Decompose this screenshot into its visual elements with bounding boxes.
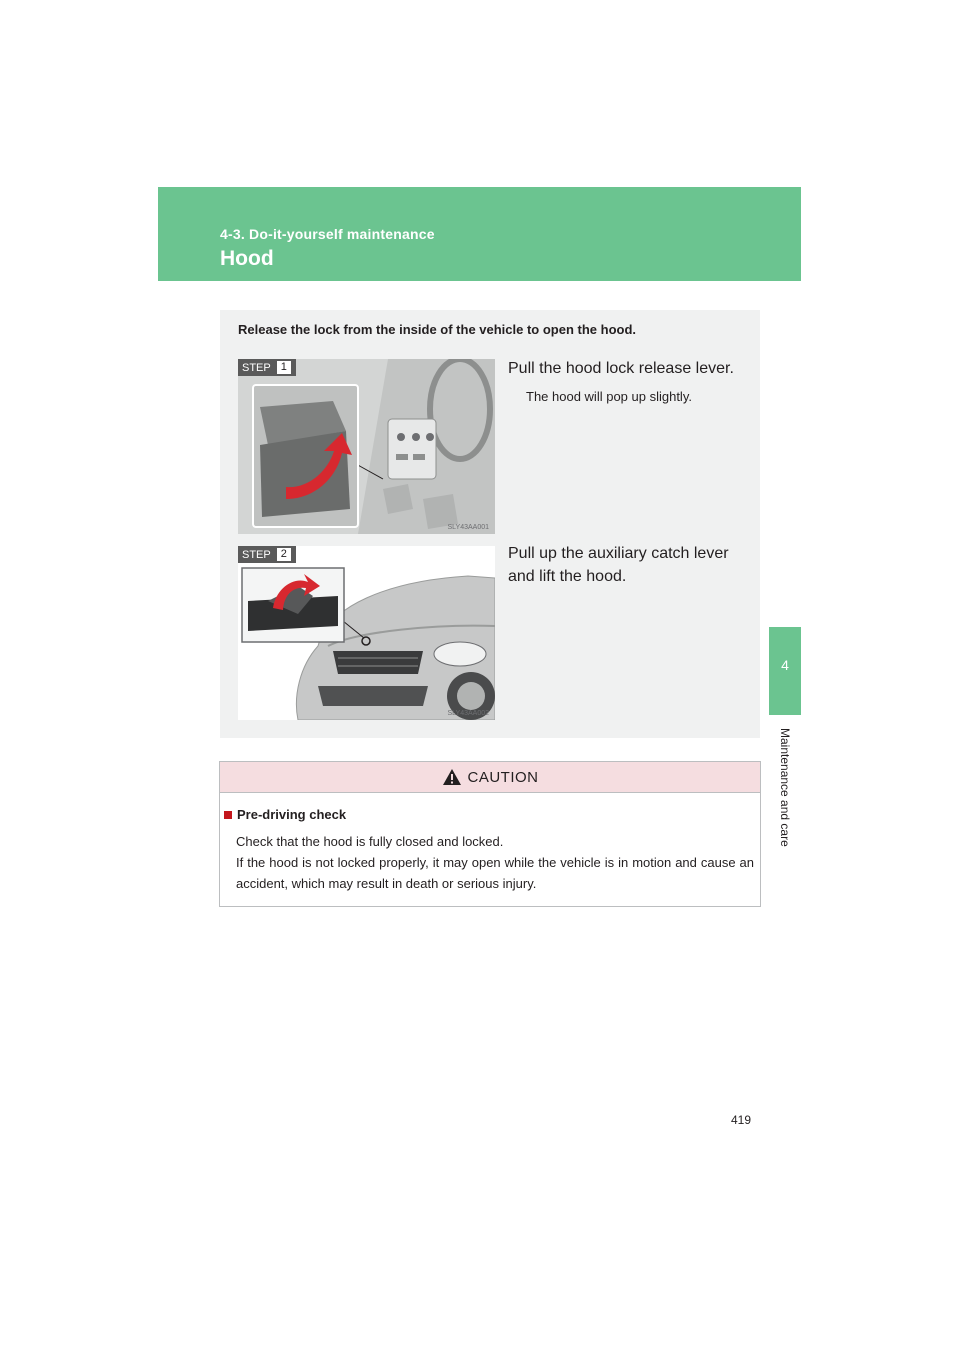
step-1-figure bbox=[238, 359, 495, 534]
step-2-number: 2 bbox=[276, 547, 292, 562]
caution-line: Check that the hood is fully closed and locked. bbox=[236, 834, 504, 849]
chapter-label: Maintenance and care bbox=[778, 728, 792, 847]
section-header bbox=[158, 187, 801, 281]
caution-title: CAUTION bbox=[467, 768, 539, 786]
caution-subheading: Pre-driving check bbox=[237, 807, 347, 822]
caution-box bbox=[219, 761, 761, 907]
chapter-tab bbox=[769, 627, 801, 715]
chapter-label-container bbox=[772, 728, 798, 868]
chapter-number: 4 bbox=[781, 657, 789, 673]
step-1-badge-label: STEP bbox=[242, 361, 271, 374]
auxiliary-catch-illustration bbox=[238, 546, 495, 720]
caution-line: If the hood is not locked properly, it may open while the vehicle is in motion and cause an accident, which may result in death or serious injury. bbox=[236, 855, 754, 891]
step-1-image-code: SLY43AA001 bbox=[447, 524, 489, 531]
step-2-badge-label: STEP bbox=[242, 548, 271, 561]
step-1-note: The hood will pop up slightly. bbox=[526, 389, 692, 404]
caution-subheading-row bbox=[224, 807, 346, 822]
page-number: 419 bbox=[731, 1113, 752, 1127]
step-2-figure bbox=[238, 546, 495, 720]
hood-release-lever-illustration bbox=[238, 359, 495, 534]
red-square-bullet-icon bbox=[224, 811, 232, 819]
section-title: 4-3. Do-it-yourself maintenance bbox=[220, 226, 435, 242]
step-1-number: 1 bbox=[276, 360, 292, 375]
intro-text: Release the lock from the inside of the vehicle to open the hood. bbox=[238, 322, 637, 337]
step-2-badge bbox=[238, 546, 296, 563]
instruction-panel bbox=[220, 310, 760, 738]
step-2-image-code: SLY43AA002 bbox=[447, 710, 489, 717]
caution-header bbox=[220, 762, 760, 793]
warning-triangle-icon bbox=[442, 768, 462, 786]
step-1-text: Pull the hood lock release lever. bbox=[508, 360, 734, 377]
page-title: Hood bbox=[220, 247, 274, 270]
step-1-badge bbox=[238, 359, 296, 376]
step-2-text: Pull up the auxiliary catch lever and lift the hood. bbox=[508, 545, 729, 585]
caution-body bbox=[236, 831, 754, 894]
